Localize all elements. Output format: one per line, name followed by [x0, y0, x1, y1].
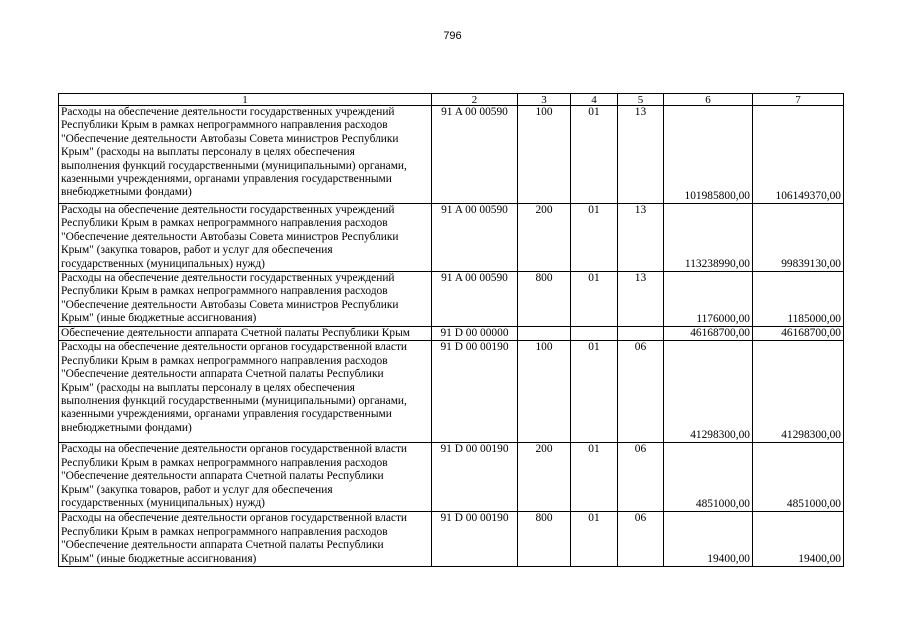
description-line: Республики Крым в рамках непрограммного направления расходов	[61, 456, 388, 469]
description-line: Крым" (расходы на выплаты персоналу в целях обеспечения	[61, 146, 355, 159]
description-line: Расходы на обеспечение деятельности государственных учреждений	[61, 204, 395, 216]
table-row	[59, 106, 844, 204]
description-line: государственных (муниципальных) нужд)	[61, 497, 265, 510]
description-line: выполнения функций государственными (муниципальными) органами,	[61, 395, 407, 408]
header-cell-6: 6	[664, 94, 753, 106]
description-line: Крым" (иные бюджетные ассигнования)	[61, 312, 257, 325]
amount-cell-col7: 4851000,00	[753, 443, 844, 512]
header-cell-4: 4	[571, 94, 618, 106]
expense-type-cell: 200	[518, 204, 571, 272]
expense-type-cell: 100	[518, 341, 571, 443]
expense-type-cell: 200	[518, 443, 571, 512]
code-cell: 91 D 00 00000	[432, 327, 518, 341]
description-line: Республики Крым в рамках непрограммного направления расходов	[61, 525, 388, 538]
description-line: казенными учреждениями, органами управления государственными	[61, 173, 392, 186]
section-cell: 01	[571, 204, 618, 272]
amount-cell-col6: 4851000,00	[664, 443, 753, 512]
section-cell	[571, 327, 618, 341]
description-line: "Обеспечение деятельности Автобазы Совета министров Республики	[61, 132, 399, 145]
amount-cell-col7: 46168700,00	[753, 327, 844, 341]
subsection-cell: 06	[618, 443, 664, 512]
code-cell: 91 D 00 00190	[432, 341, 518, 443]
description-cell	[59, 512, 432, 567]
table-row	[59, 272, 844, 327]
subsection-cell: 13	[618, 272, 664, 327]
description-line: "Обеспечение деятельности Автобазы Совета министров Республики	[61, 230, 399, 243]
description-cell	[59, 443, 432, 512]
section-cell: 01	[571, 106, 618, 204]
amount-cell-col6: 1176000,00	[664, 272, 753, 327]
amount-cell-col6: 41298300,00	[664, 341, 753, 443]
code-cell: 91 A 00 00590	[432, 106, 518, 204]
description-line: Расходы на обеспечение деятельности органов государственной власти	[61, 443, 408, 456]
description-cell	[59, 341, 432, 443]
description-line: "Обеспечение деятельности Автобазы Совета министров Республики	[61, 298, 399, 311]
description-line: государственных (муниципальных) нужд)	[61, 257, 265, 270]
subsection-cell: 13	[618, 204, 664, 272]
table-row	[59, 341, 844, 443]
description-line: Крым" (закупка товаров, работ и услуг для обеспечения	[61, 483, 333, 496]
subsection-cell: 06	[618, 512, 664, 567]
description-line: Расходы на обеспечение деятельности государственных учреждений	[61, 272, 395, 285]
amount-cell-col6: 19400,00	[664, 512, 753, 567]
description-line: Крым" (закупка товаров, работ и услуг для обеспечения	[61, 244, 333, 257]
section-cell: 01	[571, 512, 618, 567]
description-line: Расходы на обеспечение деятельности государственных учреждений	[61, 106, 395, 118]
description-line: внебюджетными фондами)	[61, 186, 192, 199]
budget-table	[58, 93, 844, 567]
description-line: "Обеспечение деятельности аппарата Счетной палаты Республики	[61, 368, 384, 381]
amount-cell-col7: 99839130,00	[753, 204, 844, 272]
header-cell-1: 1	[59, 94, 432, 106]
header-cell-3: 3	[518, 94, 571, 106]
description-line: "Обеспечение деятельности аппарата Счетной палаты Республики	[61, 539, 384, 552]
description-line: Обеспечение деятельности аппарата Счетной палаты Республики Крым	[61, 327, 410, 340]
amount-cell-col6: 46168700,00	[664, 327, 753, 341]
description-line: Крым" (расходы на выплаты персоналу в целях обеспечения	[61, 381, 355, 394]
description-line: Крым" (иные бюджетные ассигнования)	[61, 552, 257, 565]
expense-type-cell: 800	[518, 512, 571, 567]
description-line: внебюджетными фондами)	[61, 421, 192, 434]
subsection-cell: 06	[618, 341, 664, 443]
amount-cell-col7: 106149370,00	[753, 106, 844, 204]
table-row	[59, 443, 844, 512]
section-cell: 01	[571, 272, 618, 327]
amount-cell-col7: 19400,00	[753, 512, 844, 567]
amount-cell-col7: 41298300,00	[753, 341, 844, 443]
section-cell: 01	[571, 341, 618, 443]
amount-cell-col6: 113238990,00	[664, 204, 753, 272]
code-cell: 91 A 00 00590	[432, 204, 518, 272]
description-cell	[59, 272, 432, 327]
header-cell-2: 2	[432, 94, 518, 106]
description-line: Республики Крым в рамках непрограммного направления расходов	[61, 217, 388, 230]
description-line: казенными учреждениями, органами управления государственными	[61, 408, 392, 421]
table-header-row	[59, 94, 844, 106]
description-cell	[59, 327, 432, 341]
table-body	[59, 106, 844, 567]
expense-type-cell: 800	[518, 272, 571, 327]
subsection-cell: 13	[618, 106, 664, 204]
expense-type-cell: 100	[518, 106, 571, 204]
expense-type-cell	[518, 327, 571, 341]
description-line: Республики Крым в рамках непрограммного направления расходов	[61, 285, 388, 298]
section-cell: 01	[571, 443, 618, 512]
code-cell: 91 D 00 00190	[432, 512, 518, 567]
description-line: Расходы на обеспечение деятельности органов государственной власти	[61, 512, 408, 525]
code-cell: 91 D 00 00190	[432, 443, 518, 512]
amount-cell-col7: 1185000,00	[753, 272, 844, 327]
description-line: выполнения функций государственными (муниципальными) органами,	[61, 159, 407, 172]
header-cell-5: 5	[618, 94, 664, 106]
header-cell-7: 7	[753, 94, 844, 106]
subsection-cell	[618, 327, 664, 341]
amount-cell-col6: 101985800,00	[664, 106, 753, 204]
code-cell: 91 A 00 00590	[432, 272, 518, 327]
page-number: 796	[443, 30, 462, 42]
description-line: Республики Крым в рамках непрограммного направления расходов	[61, 119, 388, 132]
table-row	[59, 204, 844, 272]
table-row	[59, 327, 844, 341]
description-cell	[59, 106, 432, 204]
description-cell	[59, 204, 432, 272]
description-line: "Обеспечение деятельности аппарата Счетной палаты Республики	[61, 470, 384, 483]
table-row	[59, 512, 844, 567]
description-line: Республики Крым в рамках непрограммного направления расходов	[61, 354, 388, 367]
description-line: Расходы на обеспечение деятельности органов государственной власти	[61, 341, 408, 354]
